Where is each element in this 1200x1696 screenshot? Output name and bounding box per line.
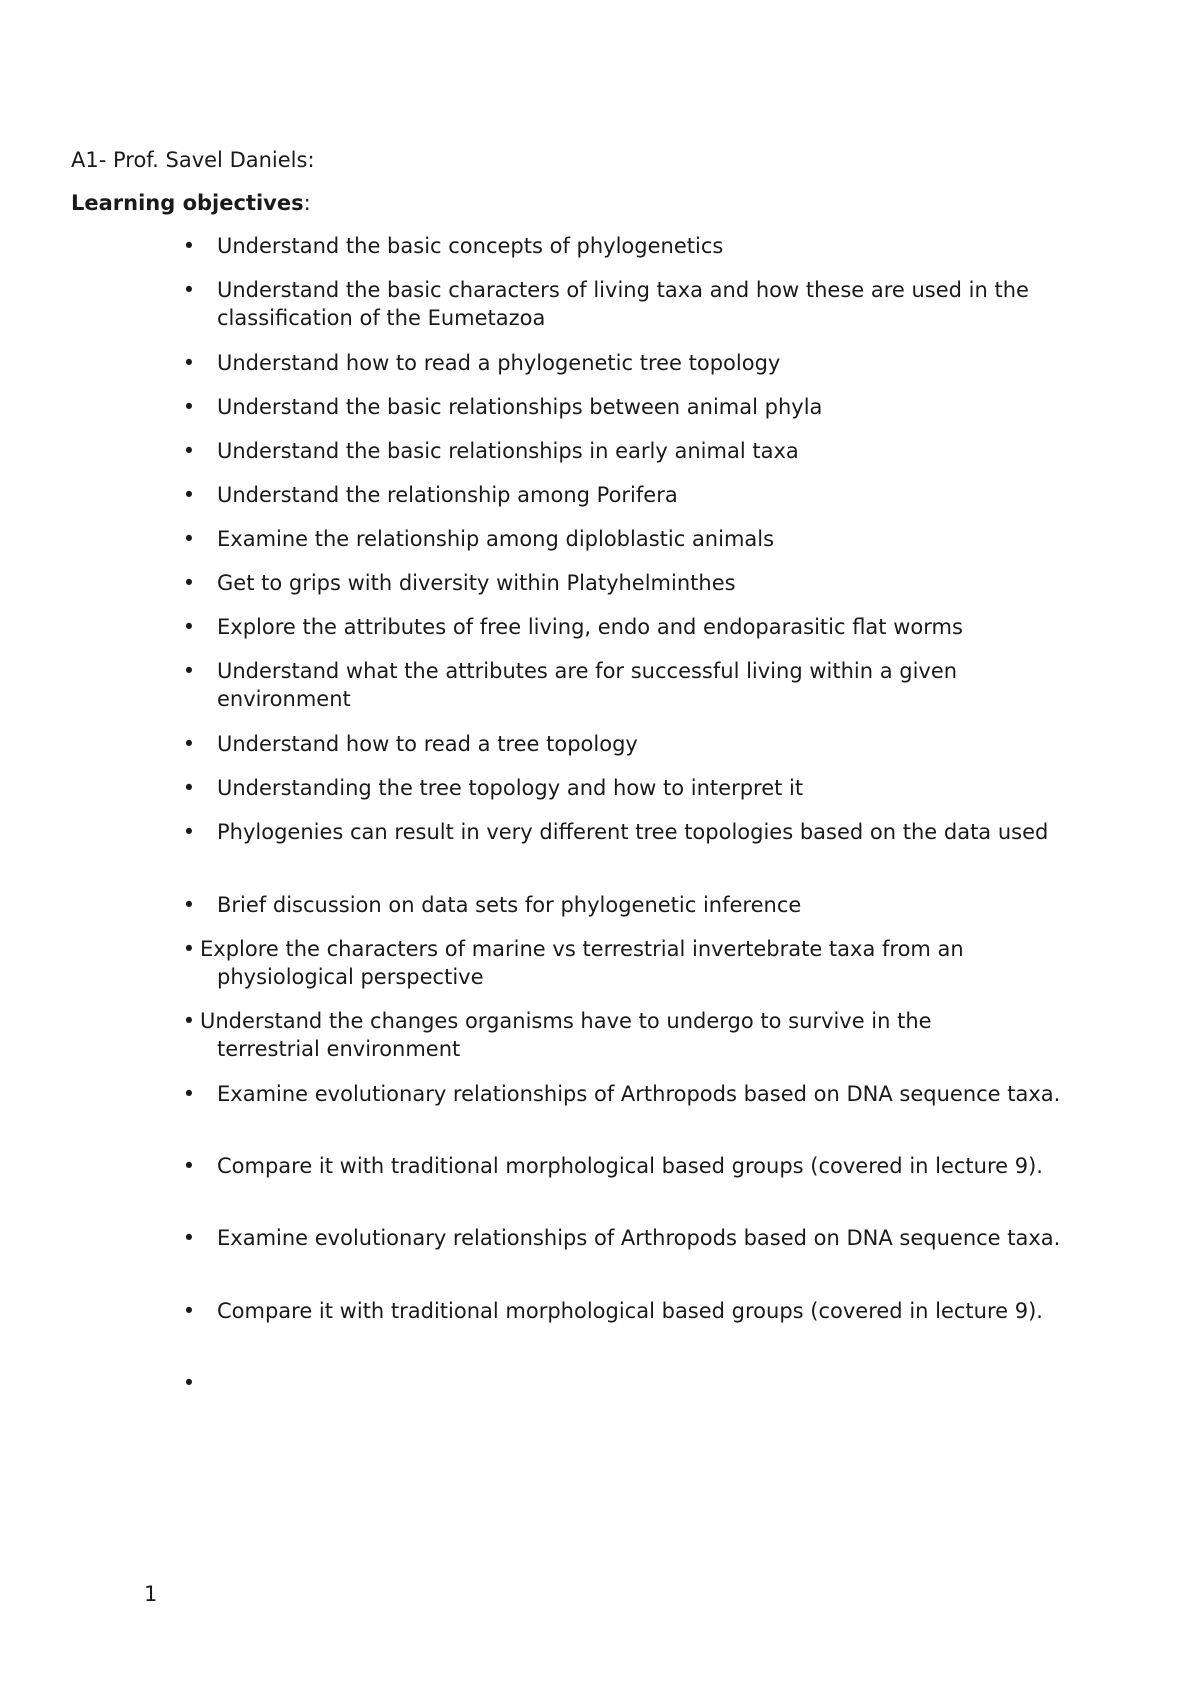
objective-text: Understand the basic characters of living taxa and how these are used in the classification of the Eumetazoa (217, 278, 1029, 330)
bullet-icon: • (182, 395, 196, 419)
objective-text: Understand what the attributes are for successful living within a given environment (217, 659, 958, 711)
objective-text-line: Explore the characters of marine vs terrestrial invertebrate taxa from an (200, 937, 964, 961)
objective-text: Understand the basic concepts of phylogenetics (217, 234, 724, 258)
objective-text: Examine evolutionary relationships of Arthropods based on DNA sequence taxa. (217, 1226, 1061, 1250)
bullet-icon: • (182, 1082, 196, 1106)
objective-text: Understand how to read a phylogenetic tree topology (217, 351, 781, 375)
bullet-icon: • (182, 820, 196, 844)
objective-text: Explore the attributes of free living, endo and endoparasitic flat worms (217, 615, 963, 639)
objective-text: Understanding the tree topology and how to interpret it (217, 776, 804, 800)
bullet-icon: • (182, 776, 196, 800)
bullet-icon: • (182, 1371, 196, 1395)
objective-text: Understand how to read a tree topology (217, 732, 638, 756)
bullet-icon: • (182, 1226, 196, 1250)
bullet-icon: • (182, 615, 196, 639)
bullet-icon: • (182, 893, 196, 917)
bullet-icon: • (182, 527, 196, 551)
bullet-icon: • (182, 234, 196, 258)
bullet-icon: • (182, 659, 196, 683)
objective-text: Understand the basic relationships in early animal taxa (217, 439, 799, 463)
bullet-icon: • (182, 571, 196, 595)
objective-text: Compare it with traditional morphological based groups (covered in lecture 9). (217, 1299, 1043, 1323)
objectives-colon: : (303, 191, 311, 215)
page-number: 1 (144, 1582, 158, 1606)
bullet-icon: • (182, 483, 196, 507)
objective-text: Examine evolutionary relationships of Arthropods based on DNA sequence taxa. (217, 1082, 1061, 1106)
objective-text: Compare it with traditional morphological based groups (covered in lecture 9). (217, 1154, 1043, 1178)
objective-text (200, 1007, 1060, 1063)
document-heading: A1- Prof. Savel Daniels: (71, 148, 315, 172)
objective-text: Examine the relationship among diploblastic animals (217, 527, 775, 551)
objective-text: Get to grips with diversity within Platyhelminthes (217, 571, 736, 595)
bullet-icon: • (182, 439, 196, 463)
objective-text-line: Understand the changes organisms have to undergo to survive in the (200, 1009, 932, 1033)
objective-text: Understand the basic relationships between animal phyla (217, 395, 823, 419)
objective-text-continuation: physiological perspective (217, 965, 484, 989)
objectives-heading (71, 189, 311, 217)
bullet-icon: • (182, 937, 196, 961)
objective-text: Understand the relationship among Porifera (217, 483, 678, 507)
bullet-icon: • (182, 732, 196, 756)
objective-text-continuation: terrestrial environment (217, 1037, 461, 1061)
bullet-icon: • (182, 1154, 196, 1178)
bullet-icon: • (182, 351, 196, 375)
bullet-icon: • (182, 1299, 196, 1323)
objective-text (200, 935, 1060, 991)
objective-text: Phylogenies can result in very different tree topologies based on the data used (217, 820, 1049, 844)
objectives-label: Learning objectives (71, 191, 304, 215)
bullet-icon: • (182, 1009, 196, 1033)
objective-text: Brief discussion on data sets for phylogenetic inference (217, 893, 802, 917)
bullet-icon: • (182, 278, 196, 302)
